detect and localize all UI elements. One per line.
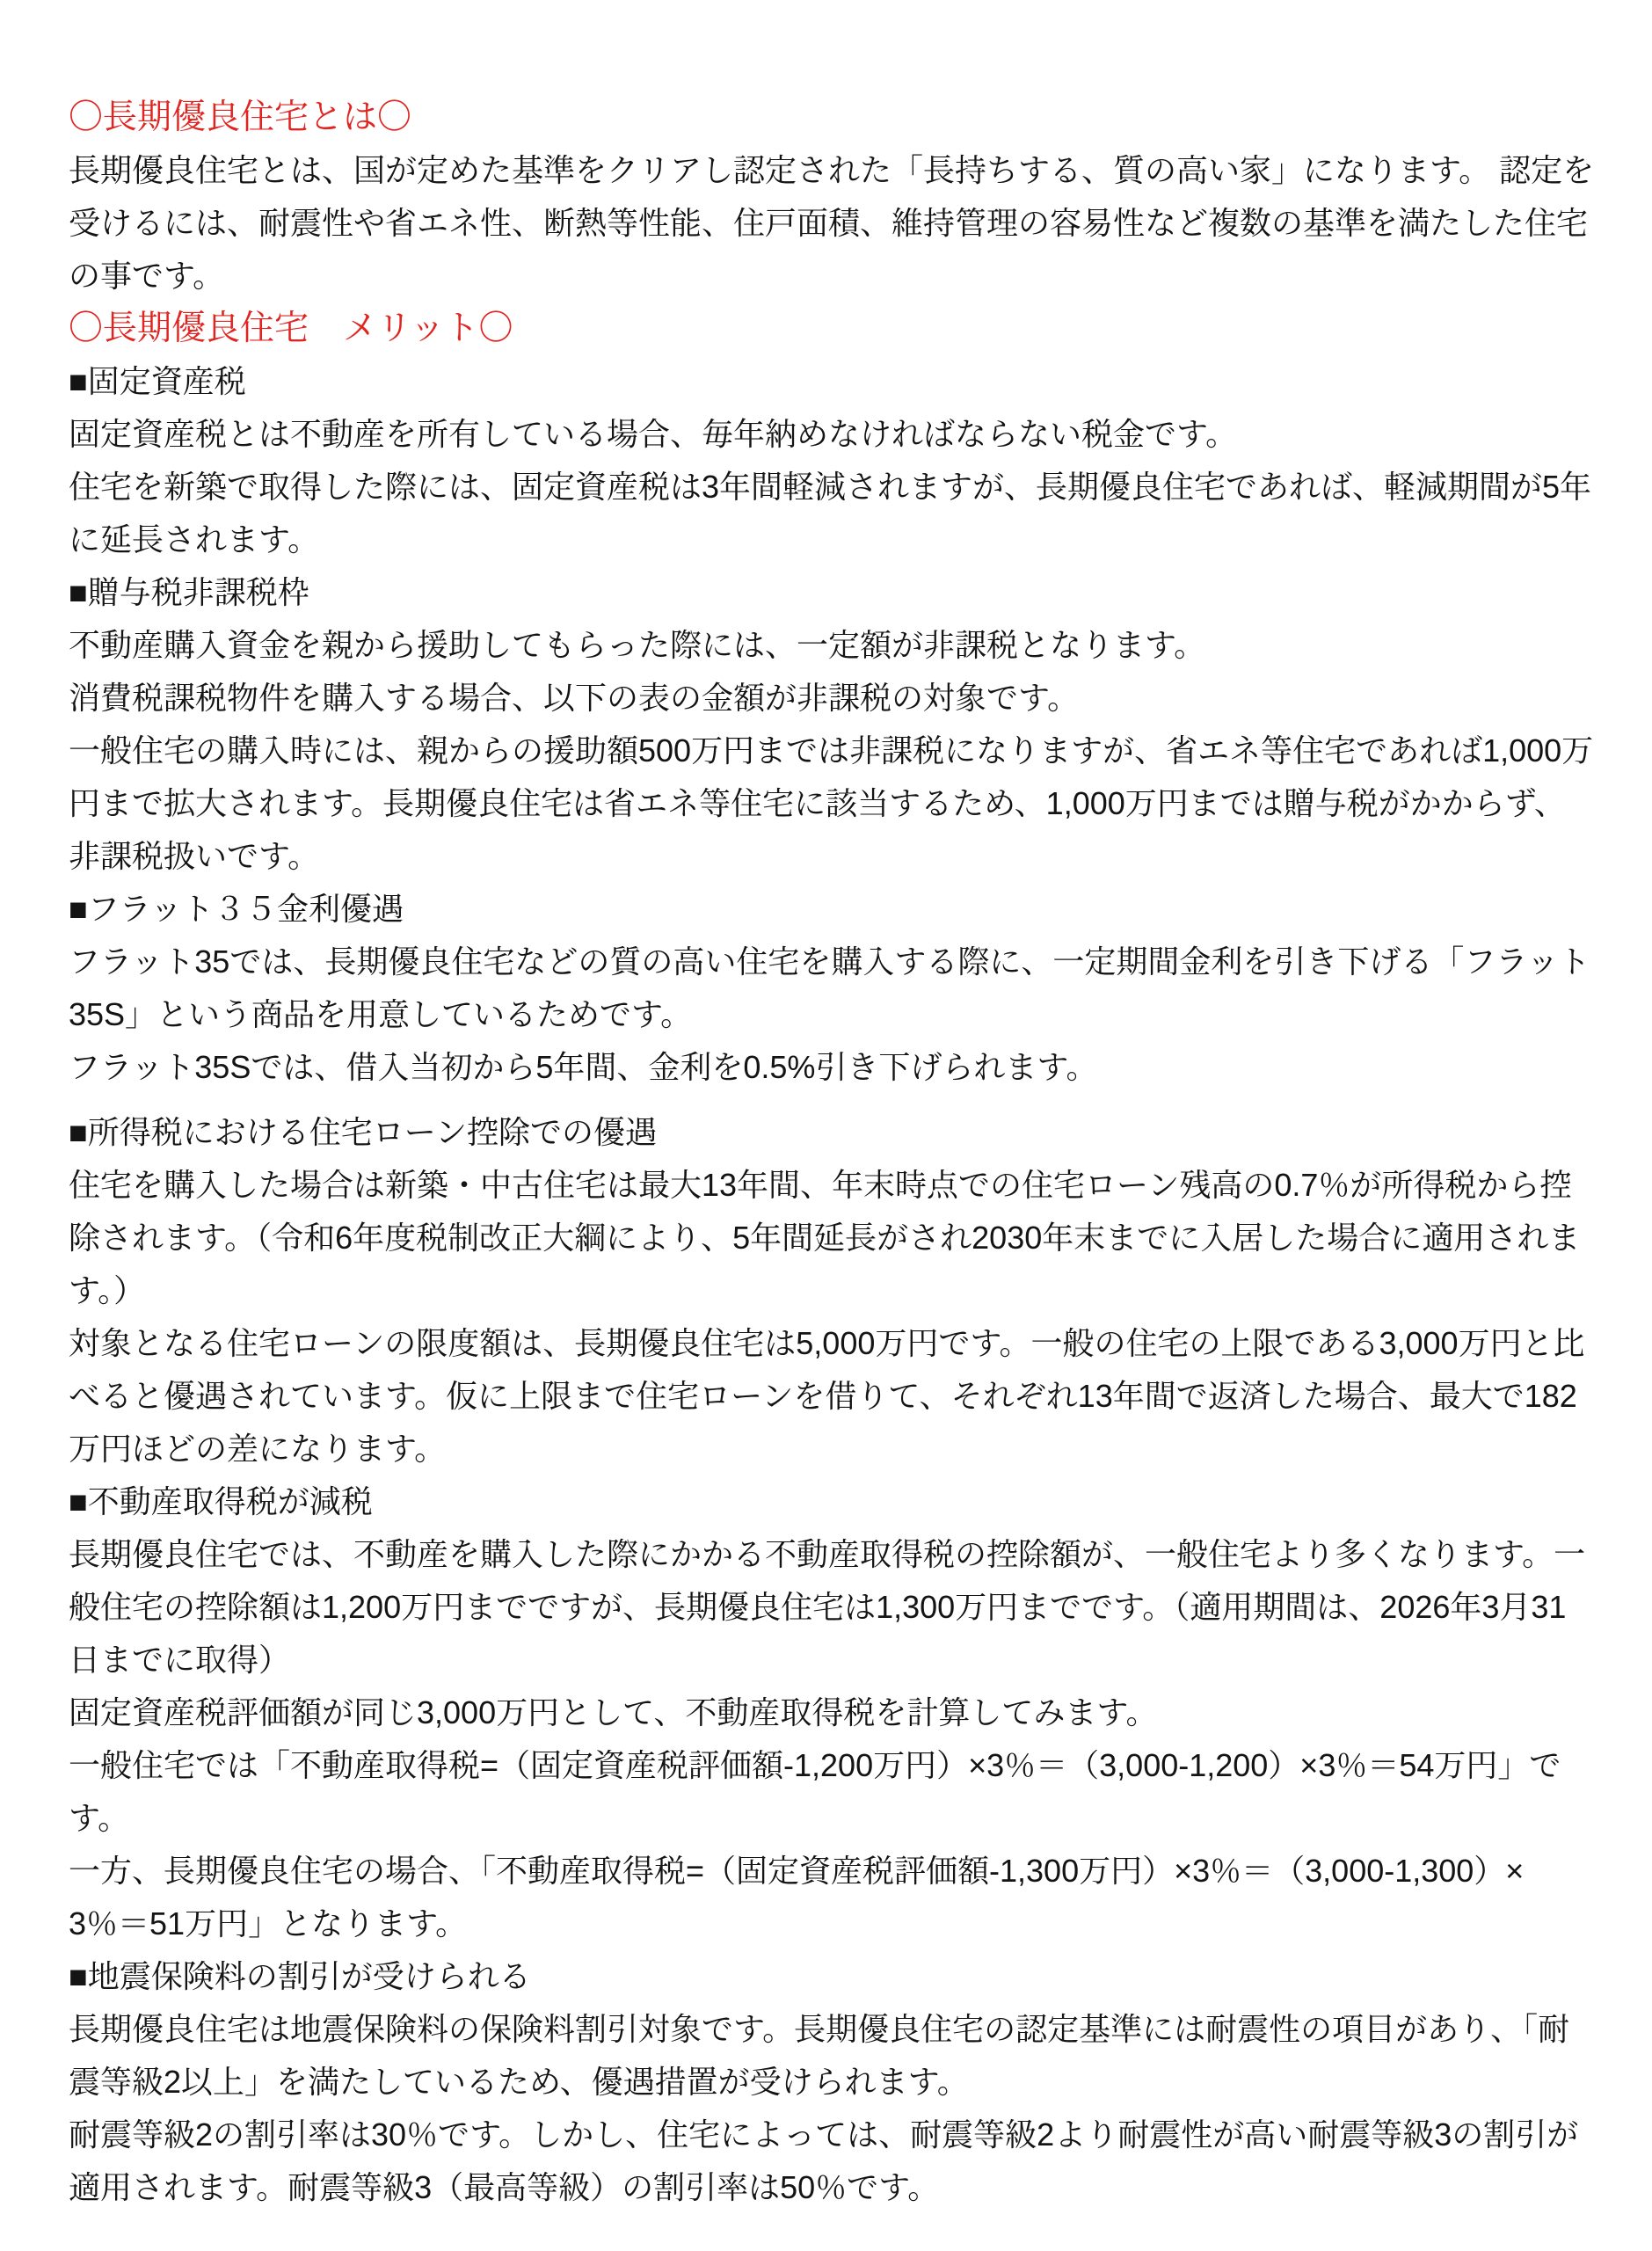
text-line: 一般住宅では「不動産取得税=（固定資産税評価額-1,200万円）×3％＝（3,000-1,200）×3％＝54万円」で (69, 1747, 1561, 1783)
text-line: 対象となる住宅ローンの限度額は、長期優良住宅は5,000万円です。一般の住宅の上限である3,000万円と比 (69, 1325, 1585, 1361)
text-line: 日までに取得） (69, 1642, 291, 1678)
paragraph (69, 1739, 1595, 1845)
paragraph (69, 619, 1595, 672)
text-line: 3％＝51万円」となります。 (69, 1905, 468, 1941)
text-line: 長期優良住宅では、不動産を購入した際にかかる不動産取得税の控除額が、一般住宅より多くなります。一 (69, 1536, 1586, 1572)
paragraph (69, 144, 1595, 302)
text-line: 万円ほどの差になります。 (69, 1431, 447, 1467)
paragraph (69, 1317, 1595, 1475)
paragraph (69, 936, 1595, 1041)
red-section-heading: 〇長期優良住宅とは〇 (69, 98, 412, 136)
text-line: 般住宅の控除額は1,200万円までですが、長期優良住宅は1,300万円までです。（適用期間は、2026年3月31 (69, 1589, 1567, 1625)
text-line: 35S」という商品を用意しているためです。 (69, 996, 693, 1032)
text-line: 長期優良住宅とは、国が定めた基準をクリアし認定された「長持ちする、質の高い家」になります。 認定を (69, 152, 1595, 188)
paragraph (69, 2003, 1595, 2109)
text-line: 住宅を購入した場合は新築・中古住宅は最大13年間、年末時点での住宅ローン残高の0.7％が所得税から控 (69, 1167, 1572, 1203)
text-line: す。 (69, 1800, 130, 1836)
document-body (69, 91, 1595, 2214)
text-line: 震等級2以上」を満たしているため、優遇措置が受けられます。 (69, 2064, 969, 2100)
paragraph (69, 1528, 1595, 1686)
paragraph (69, 408, 1595, 461)
paragraph (69, 1845, 1595, 1950)
section-heading: ■フラット３５金利優遇 (69, 891, 404, 927)
text-line: す。） (69, 1272, 146, 1308)
section-heading: ■所得税における住宅ローン控除での優遇 (69, 1114, 658, 1150)
paragraph (69, 725, 1595, 883)
text-line: 不動産購入資金を親から援助してもらった際には、一定額が非課税となります。 (69, 627, 1206, 663)
text-line: の事です。 (69, 258, 225, 294)
text-line: フラット35では、長期優良住宅などの質の高い住宅を購入する際に、一定期間金利を引き下げる「フラット (69, 943, 1590, 980)
text-line: べると優遇されています。仮に上限まで住宅ローンを借りて、それぞれ13年間で返済した場合、最大で182 (69, 1378, 1577, 1414)
paragraph (69, 1159, 1595, 1317)
text-line: 一般住宅の購入時には、親からの援助額500万円までは非課税になりますが、省エネ等住宅であれば1,000万 (69, 732, 1594, 769)
section-heading: ■固定資産税 (69, 363, 246, 399)
paragraph (69, 672, 1595, 725)
text-line: 固定資産税評価額が同じ3,000万円として、不動産取得税を計算してみます。 (69, 1694, 1158, 1730)
paragraph (69, 1041, 1595, 1094)
text-line: 円まで拡大されます。長期優良住宅は省エネ等住宅に該当するため、1,000万円までは贈与税がかからず、 (69, 785, 1566, 821)
text-line: 非課税扱いです。 (69, 838, 320, 874)
text-line: 住宅を新築で取得した際には、固定資産税は3年間軽減されますが、長期優良住宅であれば、軽減期間が5年 (69, 469, 1592, 505)
section-heading: ■贈与税非課税枠 (69, 574, 309, 610)
section-heading: ■不動産取得税が減税 (69, 1483, 373, 1519)
text-line: 長期優良住宅は地震保険料の保険料割引対象です。長期優良住宅の認定基準には耐震性の項目があり、「耐 (69, 2011, 1570, 2047)
text-line: に延長されます。 (69, 521, 320, 557)
section-heading: ■地震保険料の割引が受けられる (69, 1958, 531, 1994)
paragraph (69, 1686, 1595, 1739)
text-line: 耐震等級2の割引率は30％です。しかし、住宅によっては、耐震等級2より耐震性が高い耐震等級3の割引が (69, 2116, 1579, 2153)
paragraph (69, 2109, 1595, 2214)
text-line: 一方、長期優良住宅の場合、「不動産取得税=（固定資産税評価額-1,300万円）×3％＝（3,000-1,300）× (69, 1853, 1525, 1889)
text-line: 固定資産税とは不動産を所有している場合、毎年納めなければならない税金です。 (69, 416, 1238, 452)
paragraph (69, 461, 1595, 566)
text-line: 受けるには、耐震性や省エネ性、断熱等性能、住戸面積、維持管理の容易性など複数の基準を満たした住宅 (69, 205, 1589, 241)
text-line: 除されます。（令和6年度税制改正大綱により、5年間延長がされ2030年末までに入居した場合に適用されま (69, 1220, 1581, 1256)
text-line: 適用されます。耐震等級3（最高等級）の割引率は50％です。 (69, 2169, 940, 2205)
text-line: フラット35Sでは、借入当初から5年間、金利を0.5%引き下げられます。 (69, 1049, 1098, 1085)
red-section-heading: 〇長期優良住宅 メリット〇 (69, 310, 513, 347)
text-line: 消費税課税物件を購入する場合、以下の表の金額が非課税の対象です。 (69, 680, 1080, 716)
